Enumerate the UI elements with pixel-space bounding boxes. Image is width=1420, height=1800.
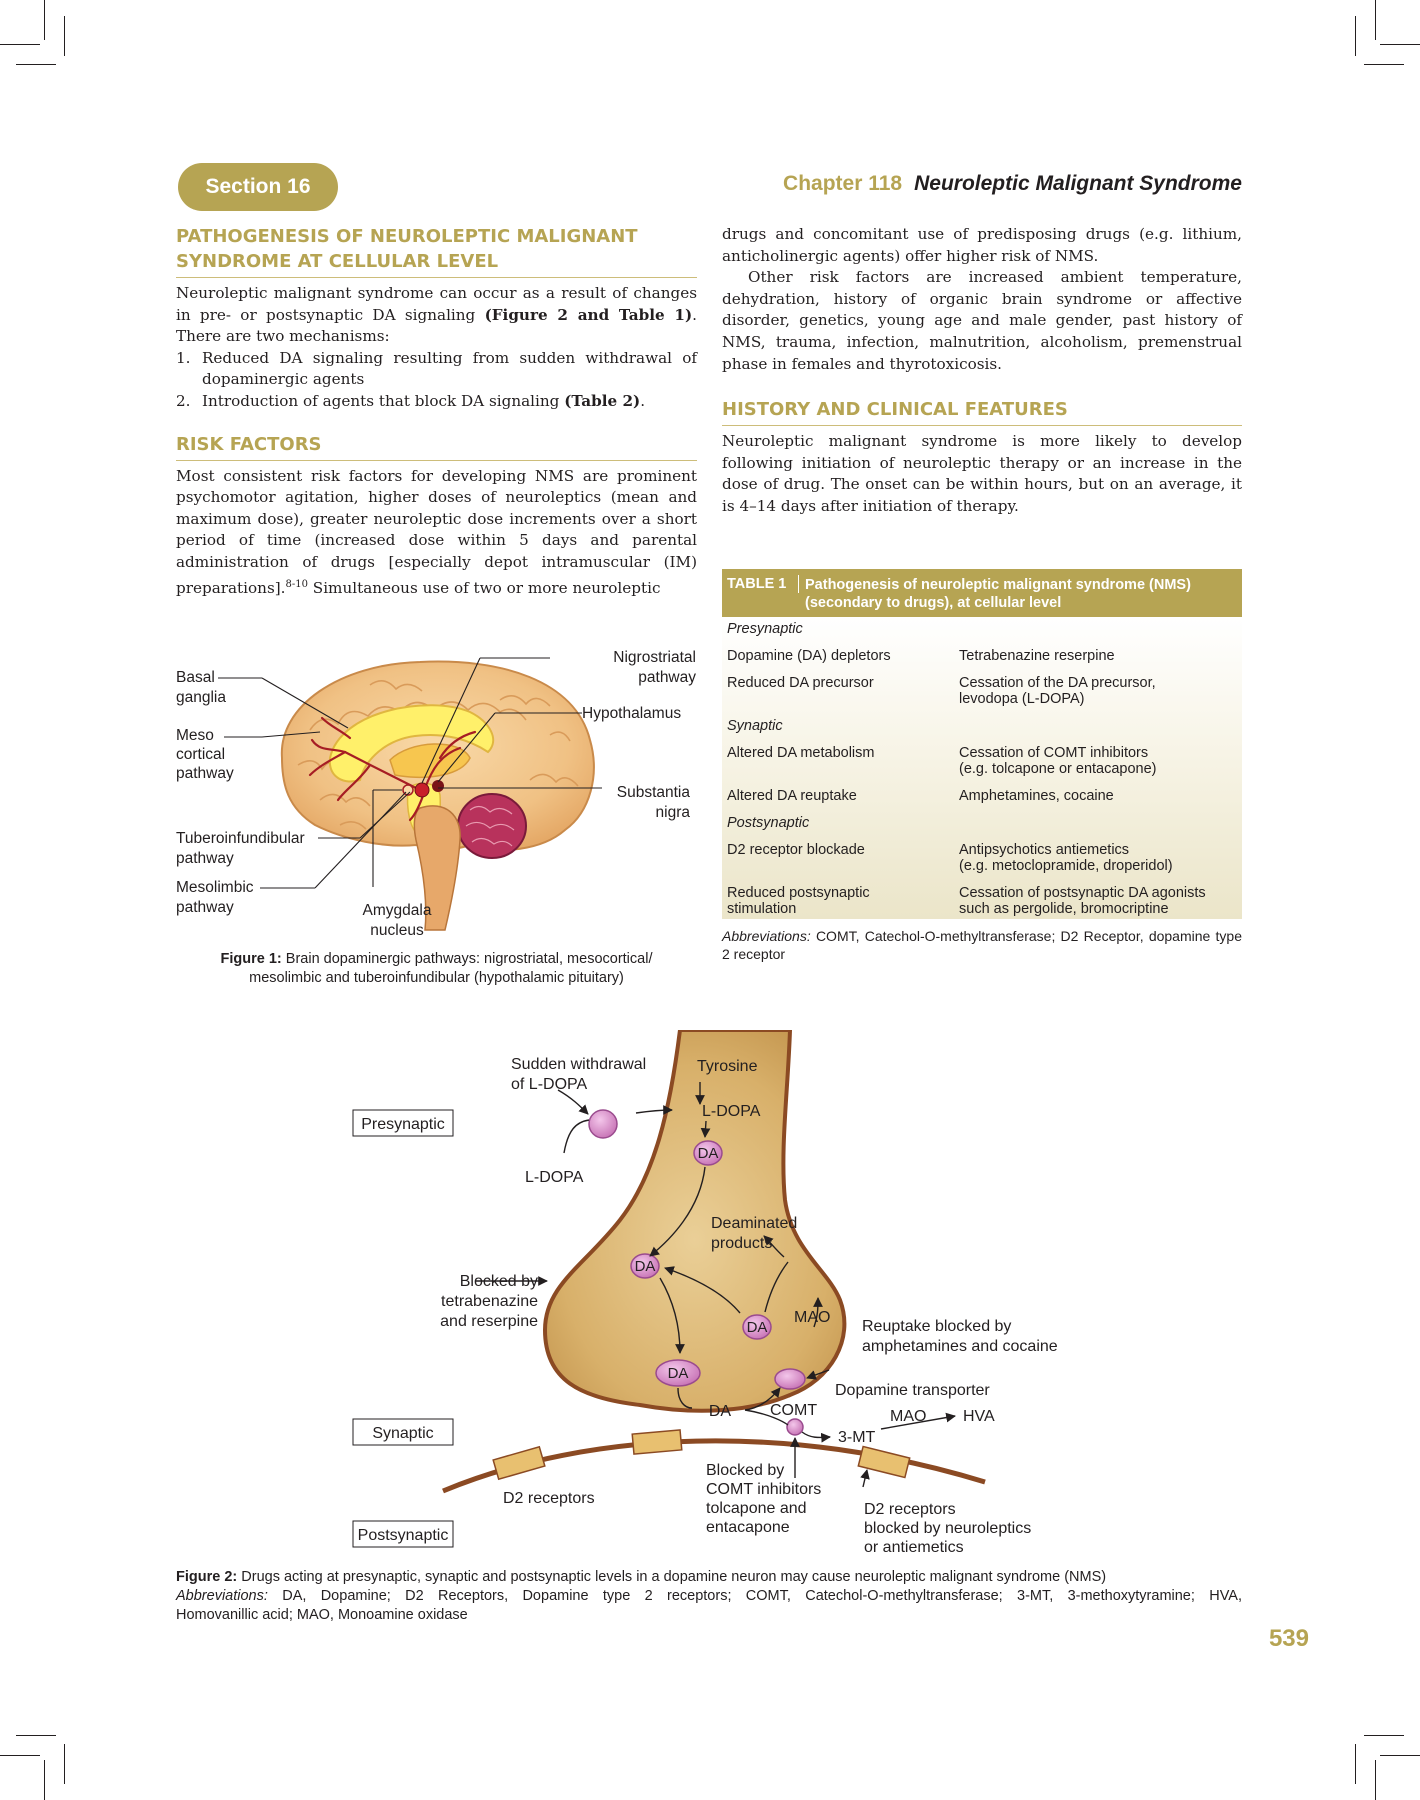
table-cell: D2 receptor blockade xyxy=(727,842,865,858)
crop-mark xyxy=(0,44,40,45)
list-number: 1. xyxy=(176,348,191,367)
list-item xyxy=(176,391,697,413)
abbr-text: COMT, Catechol-O-methyltransferase; D2 Receptor, dopamine type 2 receptor xyxy=(722,928,1242,962)
label-blocked-tetrabenazine: and reserpine xyxy=(440,1313,538,1330)
cell-line: (e.g. metoclopramide, droperidol) xyxy=(959,858,1173,874)
label-ldopa-left: L-DOPA xyxy=(525,1169,584,1186)
table-label: TABLE 1 xyxy=(727,576,787,592)
label-deaminated: products xyxy=(711,1235,773,1252)
table-cell xyxy=(727,885,959,917)
caption-line xyxy=(176,1568,1242,1587)
label-mao: MAO xyxy=(794,1309,831,1326)
ventral-tegmental-area-dot xyxy=(415,783,429,797)
figure-table-ref: (Figure 2 and Table 1) xyxy=(484,305,693,324)
table-ref: (Table 2) xyxy=(564,391,641,410)
label-blocked-tetrabenazine: tetrabenazine xyxy=(441,1293,538,1310)
caption-line: mesolimbic and tuberoinfundibular (hypothalamic pituitary) xyxy=(249,970,624,986)
label-d2-blocked: or antiemetics xyxy=(864,1539,964,1556)
label-basal-ganglia: Basal xyxy=(176,669,215,686)
cell-line: levodopa (L-DOPA) xyxy=(959,691,1085,707)
chapter-title: Neuroleptic Malignant Syndrome xyxy=(914,172,1242,195)
label-blocked-comt: Blocked by xyxy=(706,1462,785,1479)
label-3mt: 3-MT xyxy=(838,1429,876,1446)
text: Simultaneous use of two or more neuroleptic xyxy=(307,578,661,597)
label-blocked-comt: entacapone xyxy=(706,1519,790,1536)
paragraph-history: Neuroleptic malignant syndrome is more likely to develop following initiation of neuroleptic therapy or an increase in the dose of drug. The onset can be within hours, but on an average, it is 4–14 days after initiation of therapy. xyxy=(722,432,1242,515)
presynaptic-terminal xyxy=(545,1030,844,1411)
caption-line xyxy=(176,1587,1242,1606)
label-amygdala: Amygdala xyxy=(362,902,432,919)
text: Most consistent risk factors for developing NMS are prominent psychomotor agitation, higher doses of neuroleptics (mean and maximum dose), greater neuroleptic dose increments over a short period of time (increased dose within 5 days and parental administration of drugs [especially depot intramuscular (IM) preparations]. xyxy=(176,466,697,597)
crop-mark xyxy=(16,1735,56,1736)
label-nigrostriatal: pathway xyxy=(638,669,696,686)
mechanism-list xyxy=(176,348,697,413)
caption-line xyxy=(176,950,697,969)
cerebellum-shape xyxy=(458,794,526,858)
table-cell xyxy=(959,745,1237,777)
section-badge: Section 16 xyxy=(178,163,338,211)
abbr-label: Abbreviations: xyxy=(176,1588,268,1604)
crop-mark xyxy=(1364,64,1404,65)
table-1 xyxy=(722,569,1242,963)
crop-mark xyxy=(0,1755,40,1756)
table-cell xyxy=(959,675,1237,707)
figure-2-synapse-diagram xyxy=(340,1030,1100,1560)
right-column xyxy=(722,224,1242,518)
label-mesolimbic: pathway xyxy=(176,899,234,916)
cell-line: Antipsychotics antiemetics xyxy=(959,842,1130,858)
crop-mark xyxy=(1355,16,1356,56)
label-sudden-withdrawal: of L-DOPA xyxy=(511,1076,588,1093)
table-row xyxy=(722,648,1242,664)
table-row xyxy=(722,842,1242,874)
paragraph-other-risk: Other risk factors are increased ambient temperature, dehydration, history of organic brain syndrome or affective disorder, genetics, young age and male gender, past history of NMS, trauma, infection, malnutrition, alcoholism, premenstrual phase in females and thyrotoxicosis. xyxy=(722,268,1242,373)
crop-mark xyxy=(44,1760,45,1800)
label-da: DA xyxy=(667,1365,689,1382)
label-mao-2: MAO xyxy=(890,1408,927,1425)
table-caption xyxy=(805,576,1191,612)
label-reuptake-blocked: Reuptake blocked by xyxy=(862,1318,1012,1335)
text: Neuroleptic malignant syndrome can occur as a result of changes in pre- or postsynaptic DA signaling xyxy=(176,284,697,324)
label-tuberoinfundibular: Tuberoinfundibular xyxy=(176,830,305,847)
cell-line: Reduced postsynaptic xyxy=(727,885,870,901)
label-comt: COMT xyxy=(770,1402,818,1419)
crop-mark xyxy=(1364,1735,1404,1736)
left-column xyxy=(176,224,697,599)
abbr-text: DA, Dopamine; D2 Receptors, Dopamine type 2 receptors; COMT, Catechol-O-methyltransferase; 3-MT, 3-methoxytyramine; HVA, xyxy=(267,1588,1242,1604)
label-blocked-comt: tolcapone and xyxy=(706,1500,807,1517)
heading-line: PATHOGENESIS OF NEUROLEPTIC MALIGNANT xyxy=(176,226,638,247)
label-tuberoinfundibular: pathway xyxy=(176,850,234,867)
cell-line: such as pergolide, bromocriptine xyxy=(959,901,1169,917)
label-blocked-comt: COMT inhibitors xyxy=(706,1481,822,1498)
list-item xyxy=(176,348,697,391)
crop-mark xyxy=(44,0,45,40)
label-hva: HVA xyxy=(963,1408,995,1425)
heading-risk-factors: RISK FACTORS xyxy=(176,432,697,461)
paragraph-risk-factors xyxy=(176,466,697,600)
table-group-label: Synaptic xyxy=(727,718,783,734)
label-reuptake-blocked: amphetamines and cocaine xyxy=(862,1338,1058,1355)
label-substantia-nigra: Substantia xyxy=(616,784,690,801)
table-body xyxy=(722,617,1242,919)
table-cell: Altered DA reuptake xyxy=(727,788,857,804)
abbr-label: Abbreviations: xyxy=(722,928,811,944)
crop-mark xyxy=(64,16,65,56)
table-cell: Tetrabenazine reserpine xyxy=(959,648,1115,664)
crop-mark xyxy=(64,1744,65,1784)
label-ldopa-top: L-DOPA xyxy=(702,1103,761,1120)
figure-1-caption xyxy=(176,950,697,988)
crop-mark xyxy=(16,64,56,65)
table-abbreviations xyxy=(722,927,1242,963)
label-mesocortical: cortical xyxy=(176,746,226,763)
table-row xyxy=(722,788,1242,804)
label-hypothalamus: Hypothalamus xyxy=(582,705,682,722)
caption-line: Pathogenesis of neuroleptic malignant syndrome (NMS) xyxy=(805,577,1191,593)
cell-line: (e.g. tolcapone or entacapone) xyxy=(959,761,1157,777)
d2-receptor xyxy=(493,1447,545,1479)
table-cell: Dopamine (DA) depletors xyxy=(727,648,891,664)
figure-label: Figure 2: xyxy=(176,1569,238,1585)
citation: 8-10 xyxy=(285,578,308,590)
table-cell xyxy=(959,885,1237,917)
table-group-label: Presynaptic xyxy=(727,621,803,637)
table-cell: Reduced DA precursor xyxy=(727,675,874,691)
list-text: Reduced DA signaling resulting from sudden withdrawal of dopaminergic agents xyxy=(202,348,697,389)
label-nigrostriatal: Nigrostriatal xyxy=(613,649,696,666)
label-da: DA xyxy=(746,1319,768,1336)
comt-enzyme xyxy=(787,1419,803,1435)
dopamine-transporter xyxy=(775,1369,805,1389)
cell-line: Cessation of the DA precursor, xyxy=(959,675,1156,691)
cell-line: Cessation of COMT inhibitors xyxy=(959,745,1149,761)
label-mesocortical: pathway xyxy=(176,765,234,782)
list-text: Introduction of agents that block DA signaling xyxy=(202,391,565,410)
label-dopamine-transporter: Dopamine transporter xyxy=(835,1382,990,1399)
table-cell: Altered DA metabolism xyxy=(727,745,875,761)
label-deaminated: Deaminated xyxy=(711,1215,798,1232)
table-row xyxy=(722,675,1242,707)
crop-mark xyxy=(1355,1744,1356,1784)
label-sudden-withdrawal: Sudden withdrawal xyxy=(511,1056,647,1073)
heading-history: HISTORY AND CLINICAL FEATURES xyxy=(722,397,1242,426)
d2-receptor xyxy=(632,1430,682,1454)
table-group-label: Postsynaptic xyxy=(727,815,810,831)
table-cell: Amphetamines, cocaine xyxy=(959,788,1114,804)
table-divider xyxy=(798,575,799,593)
heading-line: SYNDROME AT CELLULAR LEVEL xyxy=(176,251,499,272)
caption-line: Homovanillic acid; MAO, Monoamine oxidase xyxy=(176,1607,468,1623)
page-number: 539 xyxy=(1268,1625,1309,1652)
list-text: . xyxy=(640,391,646,410)
chapter-header xyxy=(783,172,1242,196)
label-tyrosine: Tyrosine xyxy=(697,1058,758,1075)
caption-text: Brain dopaminergic pathways: nigrostriatal, mesocortical/ xyxy=(281,951,653,967)
label-mesocortical: Meso xyxy=(176,727,214,744)
chapter-number: Chapter 118 xyxy=(783,172,903,195)
label-da: DA xyxy=(708,1403,732,1420)
label-basal-ganglia: ganglia xyxy=(176,689,226,706)
ldopa-transporter xyxy=(589,1110,617,1138)
list-number: 2. xyxy=(176,391,191,410)
table-row xyxy=(722,745,1242,777)
paragraph-intro xyxy=(176,283,697,348)
label-substantia-nigra: nigra xyxy=(655,804,690,821)
crop-mark xyxy=(1375,0,1376,40)
cell-line: Cessation of postsynaptic DA agonists xyxy=(959,885,1206,901)
label-amygdala: nucleus xyxy=(370,922,424,939)
label-postsynaptic: Postsynaptic xyxy=(357,1527,449,1544)
label-blocked-tetrabenazine: Blocked by xyxy=(459,1273,538,1290)
caption-text: Drugs acting at presynaptic, synaptic and postsynaptic levels in a dopamine neuron may cause neuroleptic malignant syndrome (NMS) xyxy=(237,1569,1107,1585)
crop-mark xyxy=(1380,44,1420,45)
heading-pathogenesis xyxy=(176,224,697,278)
text: . There are two mechanisms: xyxy=(176,305,697,346)
table-header xyxy=(722,569,1242,617)
table-cell xyxy=(959,842,1237,874)
figure-2-caption xyxy=(176,1568,1242,1625)
label-da: DA xyxy=(634,1258,656,1275)
cell-line: stimulation xyxy=(727,901,797,917)
caption-line: (secondary to drugs), at cellular level xyxy=(805,595,1062,611)
label-synaptic: Synaptic xyxy=(372,1425,434,1442)
label-da: DA xyxy=(697,1145,719,1162)
figure-label: Figure 1: xyxy=(220,951,282,967)
label-presynaptic: Presynaptic xyxy=(361,1116,445,1133)
label-d2-receptors: D2 receptors xyxy=(503,1490,595,1507)
label-d2-blocked: blocked by neuroleptics xyxy=(864,1520,1032,1537)
crop-mark xyxy=(1375,1760,1376,1800)
figure-1-brain-diagram xyxy=(170,640,710,940)
label-d2-blocked: D2 receptors xyxy=(864,1501,956,1518)
label-mesolimbic: Mesolimbic xyxy=(176,879,254,896)
paragraph-continued: drugs and concomitant use of predisposing drugs (e.g. lithium, anticholinergic agents) offer higher risk of NMS. xyxy=(722,225,1242,265)
crop-mark xyxy=(1380,1755,1420,1756)
table-row xyxy=(722,885,1242,917)
